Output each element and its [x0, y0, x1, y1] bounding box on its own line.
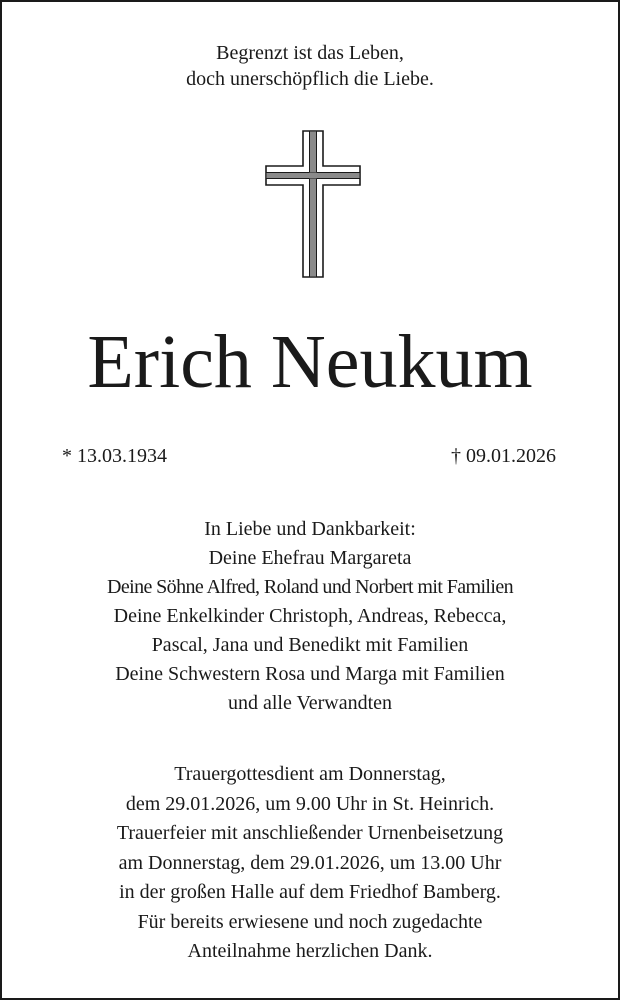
mourners-list: [2, 515, 618, 718]
service-line: dem 29.01.2026, um 9.00 Uhr in St. Heinrich.: [125, 792, 495, 815]
death-date: † 09.01.2026: [451, 445, 556, 467]
birth-date: * 13.03.1934: [62, 445, 167, 467]
mourners-line: Deine Ehefrau Margareta: [208, 547, 412, 569]
service-line: in der großen Halle auf dem Friedhof Bamberg.: [119, 881, 501, 903]
mourners-line: Deine Enkelkinder Christoph, Andreas, Rebecca,: [113, 605, 507, 627]
mourners-line: und alle Verwandten: [227, 692, 393, 714]
memorial-verse: [2, 40, 618, 92]
service-line: Trauerfeier mit anschließender Urnenbeisetzung: [116, 822, 504, 844]
service-details: [2, 760, 618, 967]
mourners-line: Pascal, Jana und Benedikt mit Familien: [151, 634, 469, 656]
service-line: Anteilnahme herzlichen Dank.: [187, 940, 433, 962]
mourners-line: In Liebe und Dankbarkeit:: [204, 518, 416, 540]
service-line: am Donnerstag, dem 29.01.2026, um 13.00 Uhr: [118, 851, 502, 874]
service-line: Trauergottesdient am Donnerstag,: [174, 763, 446, 785]
deceased-name: Erich Neukum: [87, 320, 533, 404]
service-line: Für bereits erwiesene und noch zugedachte: [137, 910, 483, 933]
verse-line: doch unerschöpflich die Liebe.: [186, 68, 434, 90]
mourners-line: Deine Schwestern Rosa und Marga mit Familien: [115, 663, 505, 685]
verse-line: Begrenzt ist das Leben,: [216, 42, 404, 64]
mourners-line: Deine Söhne Alfred, Roland und Norbert mit Familien: [107, 576, 513, 598]
cross-icon: [265, 130, 361, 278]
